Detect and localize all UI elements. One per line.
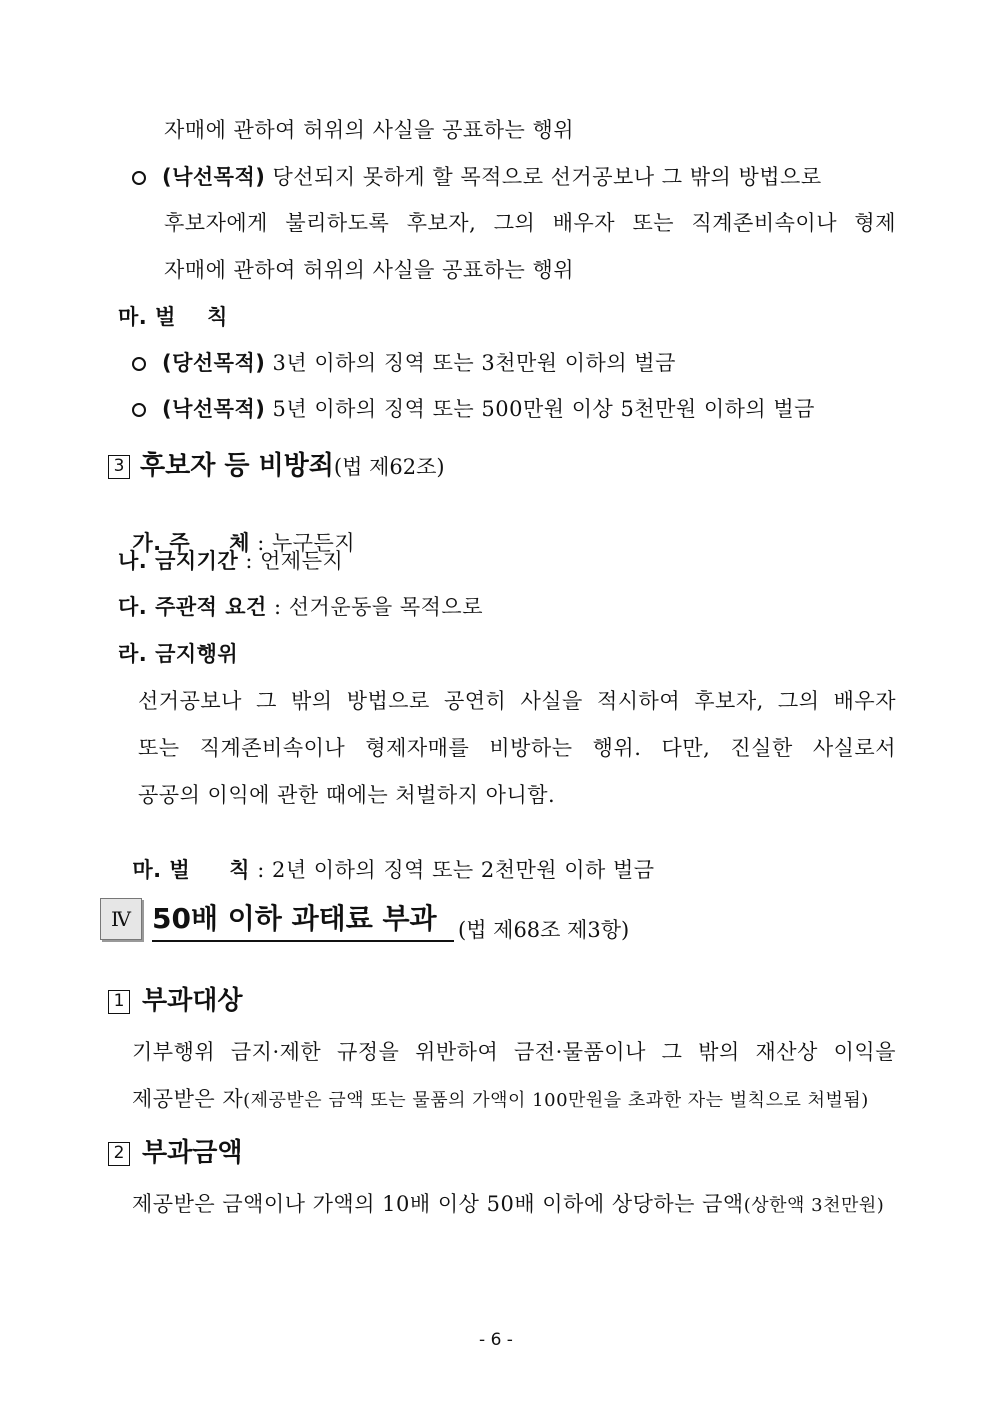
bullet-item <box>162 163 896 191</box>
paragraph-line: 공공의 이익에 관한 때에는 처벌하지 아니함. <box>138 783 556 807</box>
paragraph-line: 또는 직계존비속이나 형제자매를 비방하는 행위. 다만, 진실한 사실로서 <box>138 736 896 760</box>
page-number: - 6 - <box>479 1330 513 1350</box>
bullet-text: 3년 이하의 징역 또는 3천만원 이하의 벌금 <box>265 351 676 375</box>
item-label: 가. 주 체 <box>132 531 251 555</box>
section-citation: (법 제62조) <box>333 455 445 479</box>
bullet-item <box>162 395 815 423</box>
item-penalty <box>118 828 655 884</box>
subsection-number-box: 2 <box>108 1142 130 1166</box>
item-requirement <box>118 593 483 621</box>
paragraph-line: 기부행위 금지·제한 규정을 위반하여 금전·물품이나 그 밖의 재산상 이익을 <box>132 1040 896 1064</box>
section-title: 후보자 등 비방죄 <box>140 451 334 481</box>
text-line: 자매에 관하여 허위의 사실을 공표하는 행위 <box>164 118 575 142</box>
bullet-text: 5년 이하의 징역 또는 500만원 이상 5천만원 이하의 벌금 <box>265 397 815 421</box>
subsection-title: 부과금액 <box>142 1138 243 1168</box>
section-title: 50배 이하 과태료 부과 <box>152 900 454 942</box>
item-value: : 선거운동을 목적으로 <box>266 595 484 619</box>
item-label: 나. 금지기간 <box>118 549 239 573</box>
item-label: 라. 금지행위 <box>118 642 239 666</box>
bullet-label: (낙선목적) <box>162 165 266 189</box>
item-label: 마. 벌 칙 <box>132 858 251 882</box>
subsection-number-box: 1 <box>108 990 130 1014</box>
item-value: : 2년 이하의 징역 또는 2천만원 이하 벌금 <box>250 858 655 882</box>
item-value: : 언제든지 <box>238 549 344 573</box>
subsection-title: 부과대상 <box>142 986 243 1016</box>
paragraph-line <box>132 1085 869 1115</box>
section-citation: (법 제68조 제3항) <box>458 918 630 942</box>
bullet-text: 당선되지 못하게 할 목적으로 선거공보나 그 밖의 방법으로 <box>265 165 822 189</box>
paragraph-line: 선거공보나 그 밖의 방법으로 공연히 사실을 적시하여 후보자, 그의 배우자 <box>138 689 896 713</box>
bullet-label: (낙선목적) <box>162 397 266 421</box>
item-label: 마. 벌 칙 <box>118 305 228 329</box>
paragraph-text: 제공받은 금액이나 가액의 10배 이상 50배 이하에 상당하는 금액 <box>132 1192 744 1216</box>
text-line: 자매에 관하여 허위의 사실을 공표하는 행위 <box>164 258 575 282</box>
item-period <box>118 547 343 575</box>
paragraph-text: 제공받은 자 <box>132 1087 244 1111</box>
paragraph-note: (상한액 3천만원) <box>743 1195 885 1216</box>
hollow-circle-bullet-icon <box>132 357 146 371</box>
text-line: 후보자에게 불리하도록 후보자, 그의 배우자 또는 직계존비속이나 형제 <box>164 211 896 235</box>
hollow-circle-bullet-icon <box>132 403 146 417</box>
roman-numeral-box: Ⅳ <box>100 898 142 940</box>
paragraph-note: (제공받은 금액 또는 물품의 가액이 100만원을 초과한 자는 벌칙으로 처벌됨) <box>243 1090 869 1111</box>
item-label: 다. 주관적 요건 <box>118 595 267 619</box>
item-value: : 누구든지 <box>250 531 356 555</box>
hollow-circle-bullet-icon <box>132 171 146 185</box>
bullet-label: (당선목적) <box>162 351 266 375</box>
paragraph-line <box>132 1190 884 1220</box>
bullet-item <box>162 349 676 377</box>
section-number-box: 3 <box>108 455 130 479</box>
section-heading <box>140 450 445 483</box>
